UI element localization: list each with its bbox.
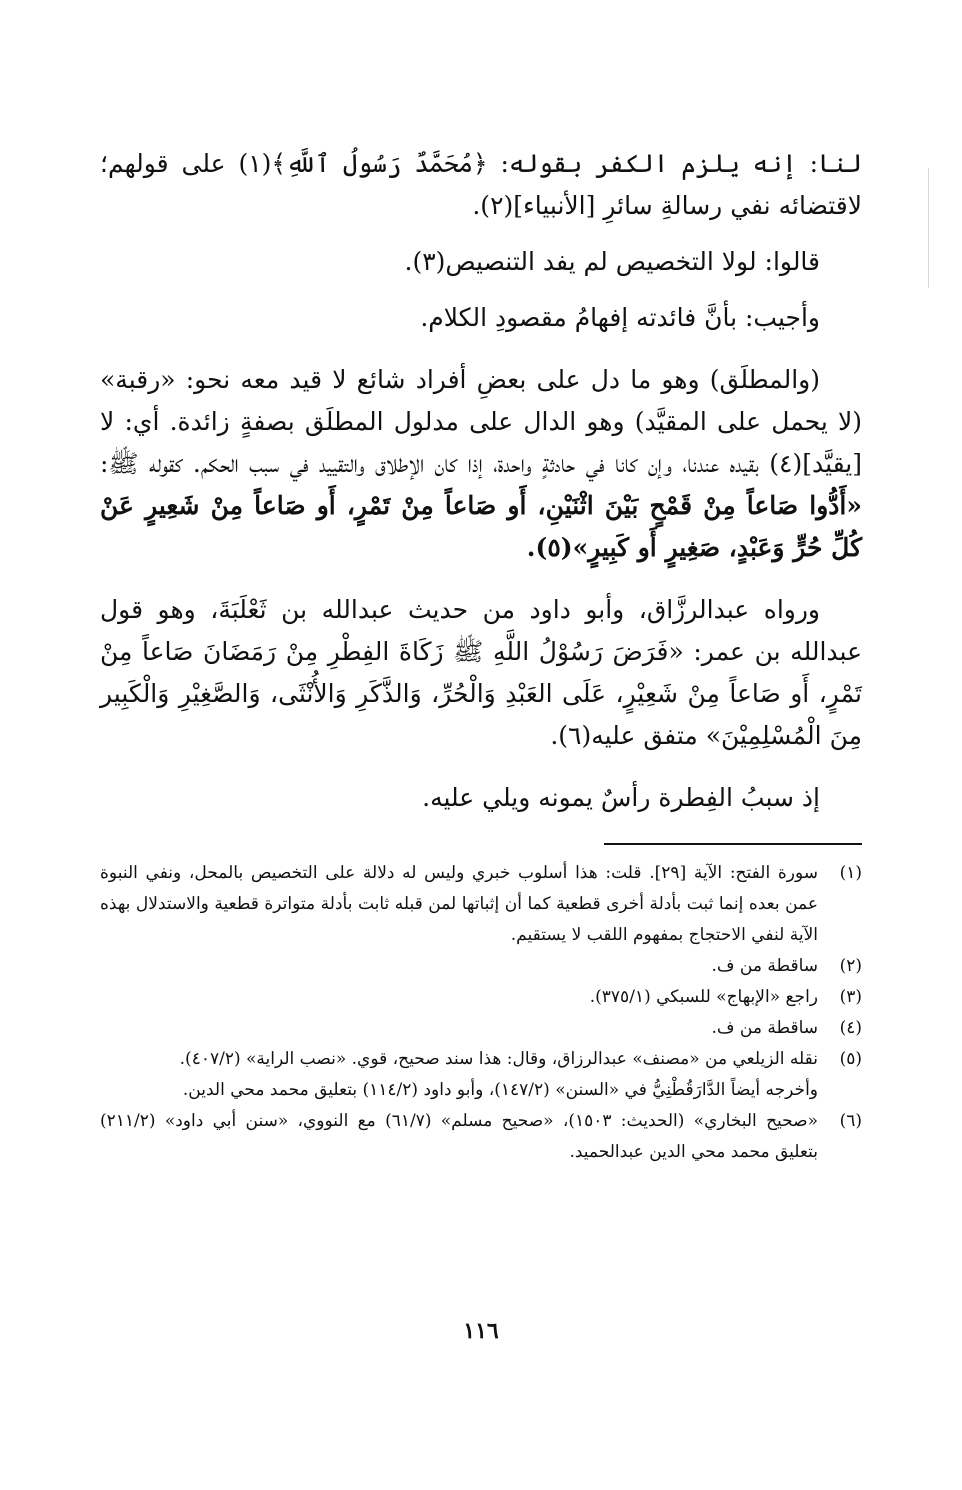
footnote-5: [100, 1044, 862, 1075]
footnote-text: سورة الفتح: الآية [٢٩]. قلت: هذا أسلوب خبري وليس له دلالة على التخصيص بالمحل، ونفي النبوة عمن بعده إنما ثبت بأدلة أخرى قطعية كما أن إثباتها لمن قبله ثابت بأدلة متواترة قطعية والاستدلال بهذه الآية لنفي الاحتجاج بمفهوم اللقب لا يستقيم.: [100, 863, 818, 945]
footnote-6: [100, 1106, 862, 1168]
margin-mark: [928, 168, 929, 288]
footnote-number: (٥): [839, 1049, 862, 1069]
footnote-number: (٣): [839, 987, 862, 1007]
footnote-3: [100, 982, 862, 1013]
footnote-text: ساقطة من ف.: [711, 956, 818, 976]
footnote-5-continuation: وأخرجه أيضاً الدَّارَقُطْنِيُّ في «السنن» (١٤٧/٢)، وأبو داود (١١٤/٢) بتعليق محمد محي الدين.: [182, 1080, 818, 1100]
paragraph-3: وأجيب: بأنَّ فائدته إفهامُ مقصودِ الكلام.: [420, 303, 820, 332]
paragraph-4: [100, 359, 862, 569]
paragraph-6: إذ سببُ الفِطرة رأسٌ يمونه ويلي عليه.: [422, 783, 820, 812]
footnote-number: (٤): [839, 1018, 862, 1038]
footnotes: [100, 858, 862, 1168]
paragraph-2: قالوا: لولا التخصيص لم يفد التنصيص(٣).: [404, 247, 820, 276]
paragraph-1: لنا: إنه يلزم الكفر بقوله: ﴿مُحَمَّدٌ رَسُولُ ٱللَّهِ﴾(١) على قولهم؛ لاقتضائه نفي رسالةِ سائرِ [الأنبياء](٢).: [100, 149, 862, 220]
footnote-divider: [604, 843, 862, 845]
footnote-4: [100, 1013, 862, 1044]
footnote-text: «صحيح البخاري» (الحديث: ١٥٠٣)، «صحيح مسلم» (٦١/٧) مع النووي، «سنن أبي داود» (٢١١/٢) بتعليق محمد محي الدين عبدالحميد.: [100, 1111, 818, 1162]
footnote-text: ساقطة من ف.: [711, 1018, 818, 1038]
footnote-number: (٦): [839, 1111, 862, 1131]
hadith-quote: «أَدُّوا صَاعاً مِنْ قَمْحٍ بَيْنَ اثْنَيْنِ، أَو صَاعاً مِنْ تَمْرٍ، أَو صَاعاً مِنْ شَعِيرٍ عَنْ كُلِّ حُرٍّ وَعَبْدٍ، صَغِيرٍ أَو كَبِيرٍ»(٥).: [100, 491, 862, 562]
footnote-text: راجع «الإبهاج» للسبكي (٣٧٥/١).: [589, 987, 818, 1007]
footnote-number: (١): [839, 863, 862, 883]
paragraph-5: ورواه عبدالرزَّاق، وأبو داود من حديث عبدالله بن ثَعْلَبَةَ، وهو قول عبدالله بن عمر: «فَرَضَ رَسُوْلُ اللَّهِ ﷺ زَكَاةَ الفِطْرِ مِنْ رَمَضَانَ صَاعاً مِنْ تَمْرٍ، أَو صَاعاً مِنْ شَعِيْرٍ، عَلَى العَبْدِ وَالْحُرِّ، وَالذَّكَرِ وَالأُنْثَى، وَالصَّغِيْرِ وَالْكَبِير مِنَ الْمُسْلِمِيْنَ» متفق عليه(٦).: [100, 595, 862, 750]
footnote-number: (٢): [839, 956, 862, 976]
page-number: ١١٦: [463, 1318, 499, 1344]
footnote-text: نقله الزيلعي من «مصنف» عبدالرزاق، وقال: هذا سند صحيح، قوي. «نصب الراية» (٤٠٧/٢).: [179, 1049, 818, 1069]
footnote-2: [100, 951, 862, 982]
main-text: [100, 143, 862, 819]
paragraph-4-text: (والمطلَق) وهو ما دل على بعضِ أفراد شائع لا قيد معه نحو: «رقبة» (لا يحمل على المقيَّد) وهو الدال على مدلول المطلَق بصفةٍ زائدة. أي: لا [يقيَّد](٤) بقيده عندنا، وإن كانا في حادثةٍ واحدة، إذا كان الإطلاق والتقييد في سبب الحكم. كقوله ﷺ:: [100, 365, 862, 478]
footnote-1: [100, 858, 862, 951]
